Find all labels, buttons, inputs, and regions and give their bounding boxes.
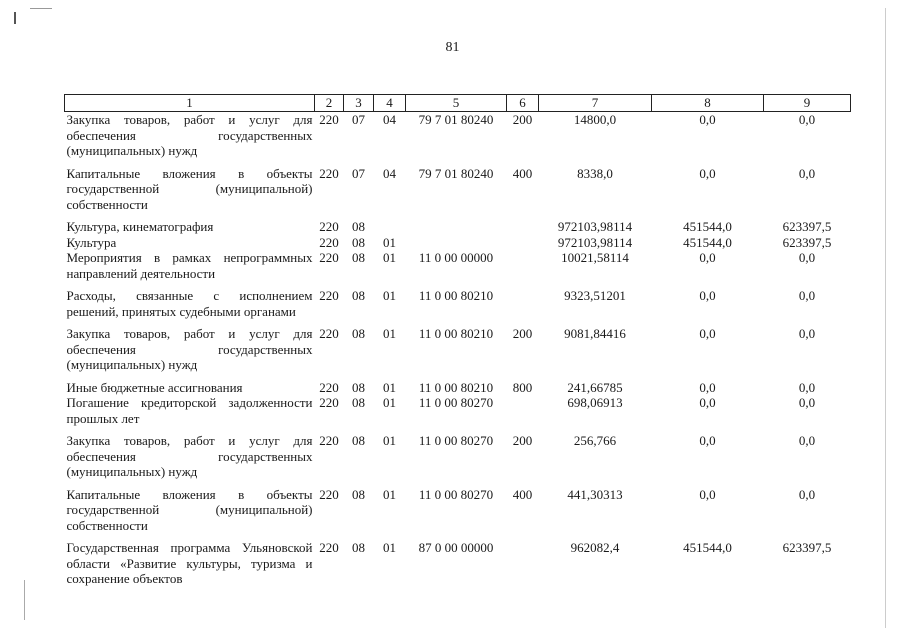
row-col7: 441,30313 — [567, 486, 623, 502]
row-col4: 01 — [383, 288, 396, 303]
row-col9: 0,0 — [798, 395, 816, 410]
row-col7: 8338,0 — [577, 165, 613, 181]
scan-mark — [885, 8, 886, 628]
row-col6 — [507, 235, 539, 251]
row-col9: 623397,5 — [782, 234, 832, 250]
row-name: Культура — [66, 234, 117, 250]
row-col9: 0,0 — [798, 433, 816, 448]
row-col2: 220 — [319, 540, 339, 555]
header-col-3: 3 — [344, 95, 374, 112]
row-name: Мероприятия в рамках непрограммных направлений деятельности — [66, 250, 313, 281]
row-col7: 241,66785 — [567, 379, 623, 395]
row-col8: 451544,0 — [683, 540, 732, 555]
row-col3: 08 — [352, 486, 365, 502]
row-col3: 08 — [352, 379, 365, 395]
row-col6 — [507, 540, 539, 594]
row-col5: 11 0 00 80210 — [418, 379, 494, 395]
table-row — [65, 487, 851, 541]
row-col6: 200 — [512, 433, 533, 448]
table-row — [65, 540, 851, 594]
row-col9: 0,0 — [798, 379, 816, 395]
row-col3: 07 — [352, 112, 365, 127]
row-col9: 0,0 — [798, 326, 816, 341]
row-col7: 256,766 — [573, 433, 617, 448]
header-col-1: 1 — [65, 95, 315, 112]
row-col5: 11 0 00 80270 — [418, 486, 494, 502]
row-col2: 220 — [319, 234, 339, 250]
table-row — [65, 250, 851, 288]
row-col4: 01 — [383, 433, 396, 448]
row-col8: 0,0 — [699, 165, 716, 181]
table-row — [65, 219, 851, 235]
scan-mark — [30, 8, 52, 9]
table-row — [65, 288, 851, 326]
row-col8: 0,0 — [699, 326, 716, 341]
row-col2: 220 — [319, 112, 339, 127]
row-col6 — [507, 395, 539, 433]
row-col6: 400 — [512, 165, 533, 181]
row-col5: 11 0 00 00000 — [418, 250, 494, 265]
row-col9: 0,0 — [798, 250, 816, 265]
row-col4: 01 — [383, 234, 396, 250]
row-col9: 0,0 — [798, 288, 816, 303]
row-col2: 220 — [319, 433, 339, 448]
row-col5: 79 7 01 80240 — [418, 165, 494, 181]
row-col4: 01 — [383, 250, 396, 265]
header-col-5: 5 — [406, 95, 507, 112]
row-col7: 9081,84416 — [564, 326, 626, 341]
row-col8: 0,0 — [699, 112, 716, 127]
row-col5: 11 0 00 80210 — [418, 288, 494, 303]
row-col5 — [406, 235, 507, 251]
row-name: Государственная программа Ульяновской области «Развитие культуры, туризма и сохранение объектов — [66, 540, 313, 586]
row-col7: 10021,58114 — [561, 250, 629, 265]
row-col7: 972103,98114 — [557, 234, 633, 250]
row-name: Закупка товаров, работ и услуг для обеспечения государственных (муниципальных) нужд — [66, 326, 313, 372]
row-col4: 01 — [383, 326, 396, 341]
table-row — [65, 395, 851, 433]
row-col3: 07 — [352, 165, 365, 181]
row-col3: 08 — [352, 433, 365, 448]
row-name: Погашение кредиторской задолженности прошлых лет — [66, 395, 313, 426]
row-col7: 14800,0 — [573, 112, 617, 127]
row-col9: 623397,5 — [782, 219, 832, 234]
row-col9: 0,0 — [798, 486, 816, 502]
row-name: Капитальные вложения в объекты государственной (муниципальной) собственности — [66, 165, 313, 212]
row-col3: 08 — [352, 395, 365, 410]
row-col4: 04 — [383, 112, 396, 127]
row-col6 — [507, 219, 539, 235]
page-number: 81 — [445, 40, 460, 55]
row-col5 — [406, 219, 507, 235]
row-col8: 451544,0 — [683, 219, 732, 234]
table-row — [65, 326, 851, 380]
row-col2: 220 — [319, 379, 339, 395]
row-col3: 08 — [352, 540, 365, 555]
row-col5: 11 0 00 80210 — [418, 326, 494, 341]
row-col2: 220 — [319, 165, 339, 181]
row-name: Расходы, связанные с исполнением решений, принятых судебными органами — [66, 288, 313, 319]
row-col4: 01 — [383, 540, 396, 555]
table-row — [65, 112, 851, 166]
row-col9: 623397,5 — [782, 540, 832, 555]
header-col-9: 9 — [764, 95, 851, 112]
row-col5: 11 0 00 80270 — [418, 433, 494, 448]
row-col4 — [374, 219, 406, 235]
row-col2: 220 — [319, 395, 339, 410]
row-col7: 9323,51201 — [564, 288, 626, 303]
row-col4: 01 — [383, 486, 396, 502]
row-col4: 01 — [383, 379, 396, 395]
row-col7: 698,06913 — [567, 395, 623, 410]
row-col7: 972103,98114 — [557, 219, 633, 234]
row-col6: 200 — [512, 326, 533, 341]
row-col3: 08 — [352, 234, 365, 250]
row-col2: 220 — [319, 250, 339, 265]
row-col2: 220 — [319, 288, 339, 303]
row-col6: 400 — [512, 486, 533, 502]
row-col2: 220 — [319, 486, 339, 502]
row-col8: 0,0 — [699, 433, 716, 448]
row-col8: 0,0 — [699, 250, 716, 265]
row-col6 — [507, 250, 539, 288]
budget-table — [64, 94, 851, 594]
row-col9: 0,0 — [798, 165, 816, 181]
row-col8: 0,0 — [699, 395, 716, 410]
table-row — [65, 235, 851, 251]
row-col6 — [507, 288, 539, 326]
row-col3: 08 — [352, 326, 365, 341]
row-col2: 220 — [319, 326, 339, 341]
row-name: Культура, кинематография — [66, 219, 214, 234]
row-col6: 800 — [512, 379, 533, 395]
header-col-2: 2 — [315, 95, 344, 112]
row-col8: 0,0 — [699, 486, 716, 502]
header-col-8: 8 — [652, 95, 764, 112]
row-col4: 01 — [383, 395, 396, 410]
row-col4: 04 — [383, 165, 396, 181]
row-col7: 962082,4 — [570, 540, 620, 555]
row-col3: 08 — [352, 219, 365, 234]
row-col8: 0,0 — [699, 288, 716, 303]
header-col-6: 6 — [507, 95, 539, 112]
row-col9: 0,0 — [798, 112, 816, 127]
row-name: Иные бюджетные ассигнования — [66, 379, 243, 395]
header-col-7: 7 — [539, 95, 652, 112]
table-row — [65, 380, 851, 396]
scan-mark — [24, 580, 25, 620]
header-row — [65, 95, 851, 112]
row-col6: 200 — [512, 112, 533, 127]
row-name: Капитальные вложения в объекты государственной (муниципальной) собственности — [66, 486, 313, 533]
table-row — [65, 433, 851, 487]
header-col-4: 4 — [374, 95, 406, 112]
table-row — [65, 166, 851, 220]
row-col2: 220 — [319, 219, 339, 234]
row-col8: 451544,0 — [683, 234, 732, 250]
scan-mark — [14, 12, 16, 24]
row-col5: 79 7 01 80240 — [418, 112, 494, 127]
row-name: Закупка товаров, работ и услуг для обеспечения государственных (муниципальных) нужд — [66, 112, 313, 158]
row-col8: 0,0 — [699, 379, 716, 395]
row-col3: 08 — [352, 288, 365, 303]
row-col5: 11 0 00 80270 — [418, 395, 494, 410]
row-name: Закупка товаров, работ и услуг для обеспечения государственных (муниципальных) нужд — [66, 433, 313, 479]
row-col3: 08 — [352, 250, 365, 265]
row-col5: 87 0 00 00000 — [418, 540, 494, 555]
